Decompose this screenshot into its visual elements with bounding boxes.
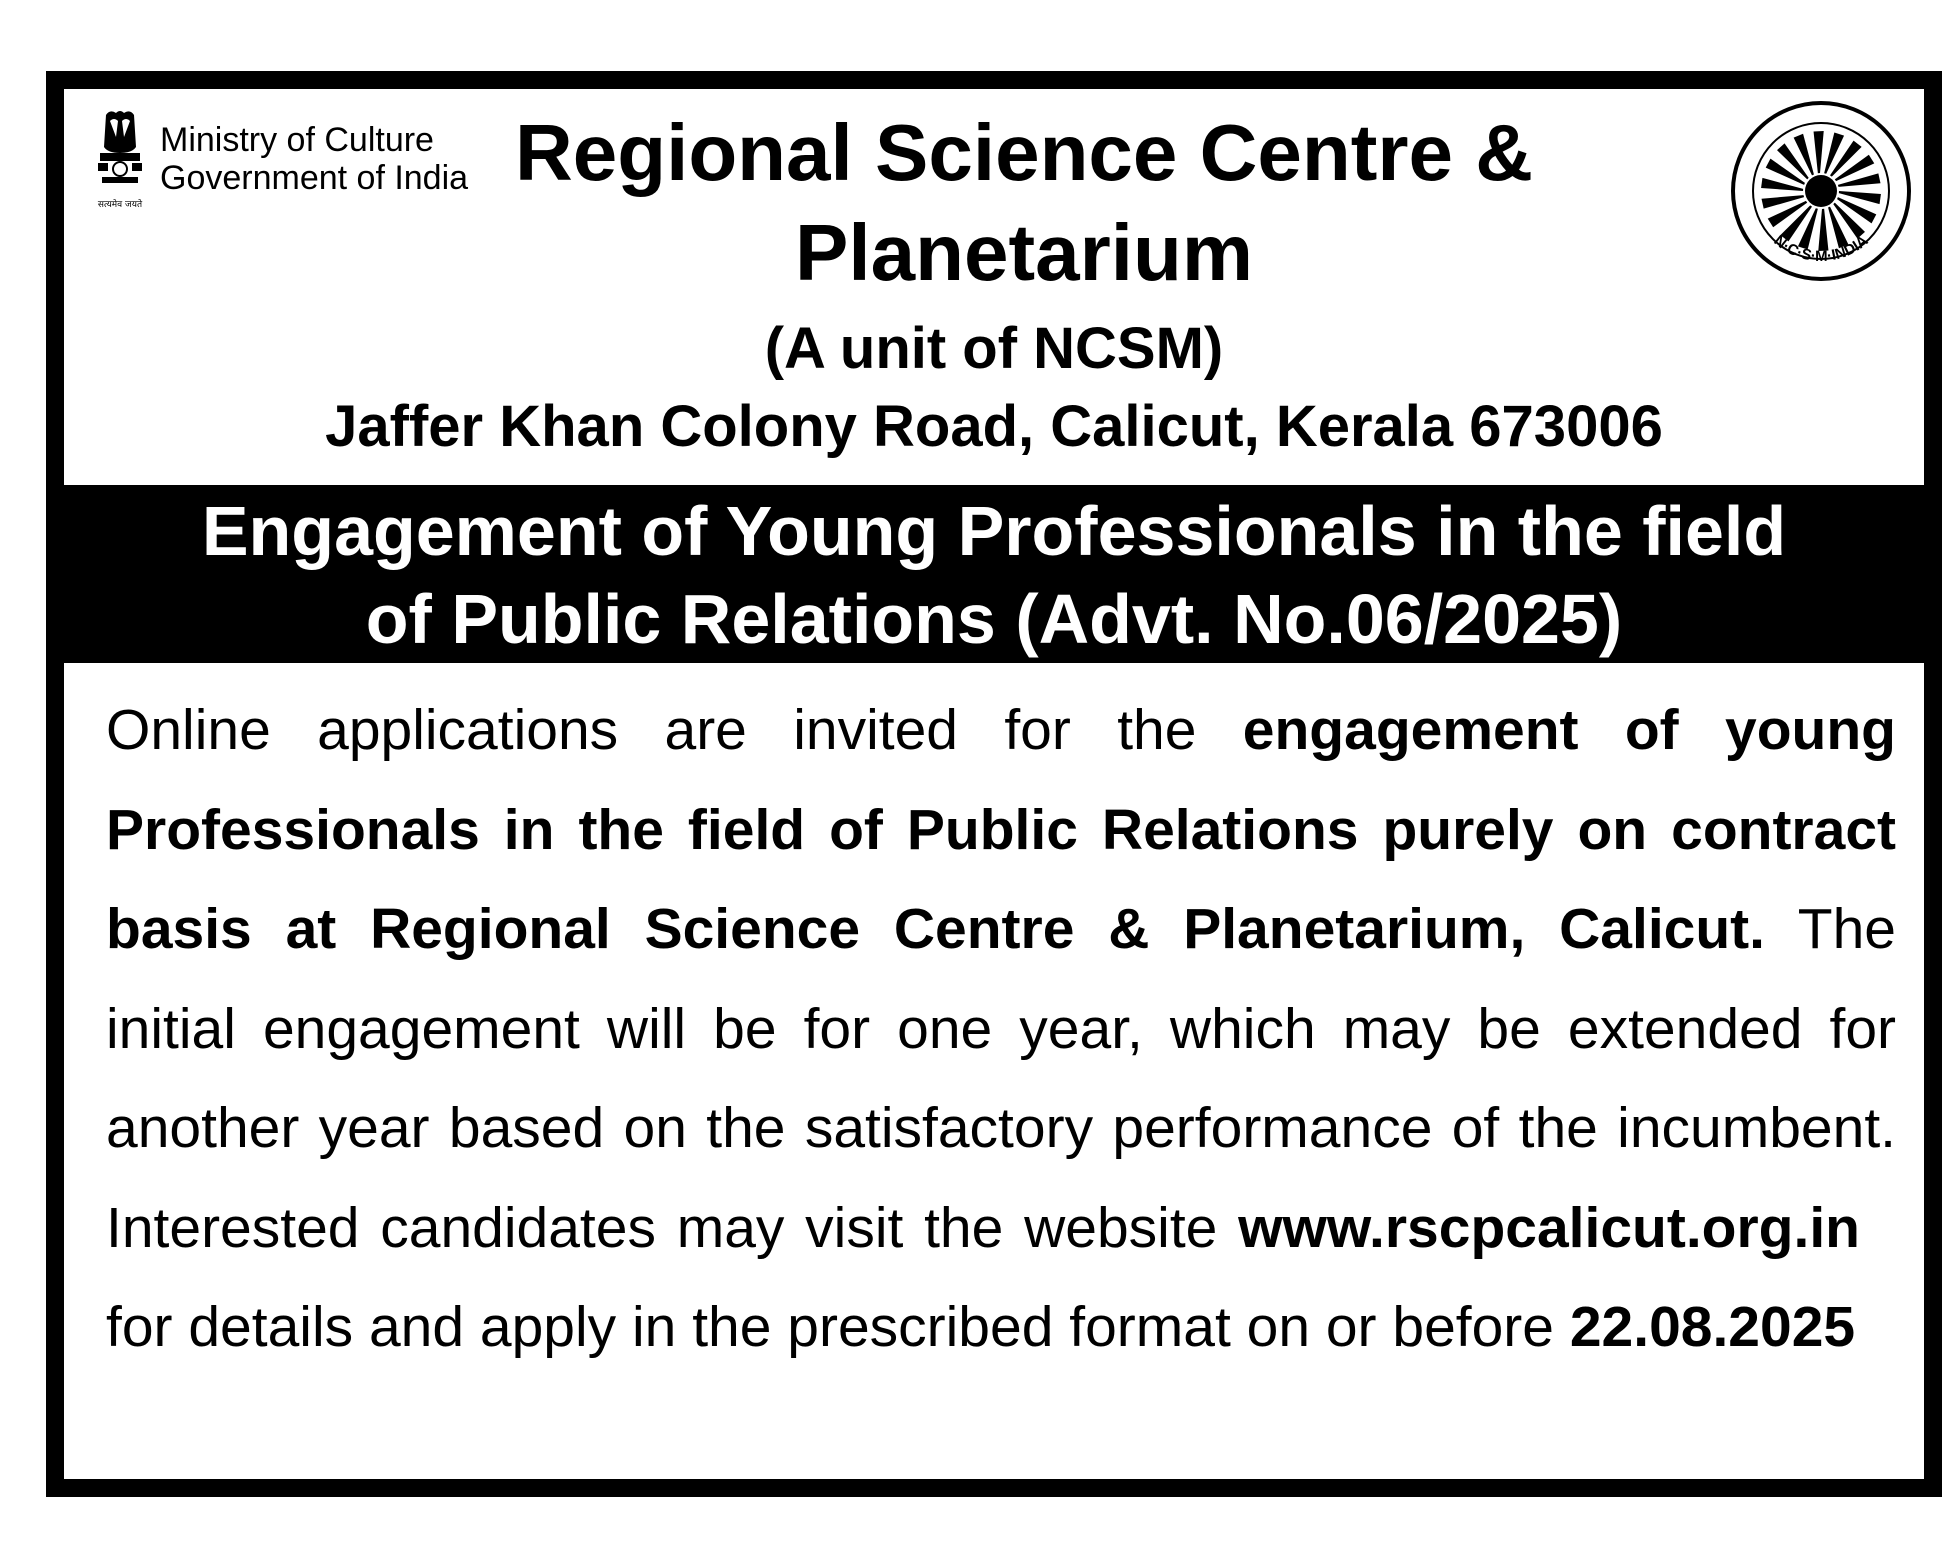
notice-panel (64, 89, 1924, 1479)
emblem-caption: सत्यमेव जयते (97, 200, 143, 210)
notice-frame (46, 71, 1942, 1497)
notice-body (106, 681, 1896, 1378)
heading-line-1: Engagement of Young Professionals in the field (201, 492, 1787, 570)
title-line-1: Regional Science Centre & (514, 108, 1534, 197)
heading-line-2: of Public Relations (Advt. No.06/2025) (365, 580, 1623, 658)
body-details: The initial engagement will be for one year, which may be extended for another year based on the satisfactory performance of the incumbent. Interested candidates may visit the website (106, 897, 1897, 1260)
body-highlight: engagement of young Professionals in the field of Public Relations purely on contract basis at Regional Science Centre & Planetarium, Calicut. (106, 698, 1896, 961)
ministry-name: Ministry of Culture (160, 121, 434, 159)
advertisement-heading (64, 485, 1924, 663)
centre-title (354, 103, 1694, 303)
body-intro: Online applications are invited for the (106, 698, 1243, 762)
government-name: Government of India (160, 159, 469, 197)
logo-text: N·C·S·M·INDIA (1770, 232, 1872, 266)
body-apply: for details and apply in the prescribed format on or before (106, 1295, 1570, 1359)
website-link[interactable]: www.rscpcalicut.org.in (1238, 1195, 1860, 1260)
ncsm-logo-icon (1729, 99, 1913, 283)
title-line-2: Planetarium (795, 208, 1253, 297)
unit-line: (A unit of NCSM) (764, 316, 1224, 381)
address-line: Jaffer Khan Colony Road, Calicut, Kerala 673006 (325, 394, 1663, 459)
deadline-date: 22.08.2025 (1569, 1295, 1856, 1359)
national-emblem-icon (92, 107, 148, 217)
notice-header (64, 89, 1924, 485)
